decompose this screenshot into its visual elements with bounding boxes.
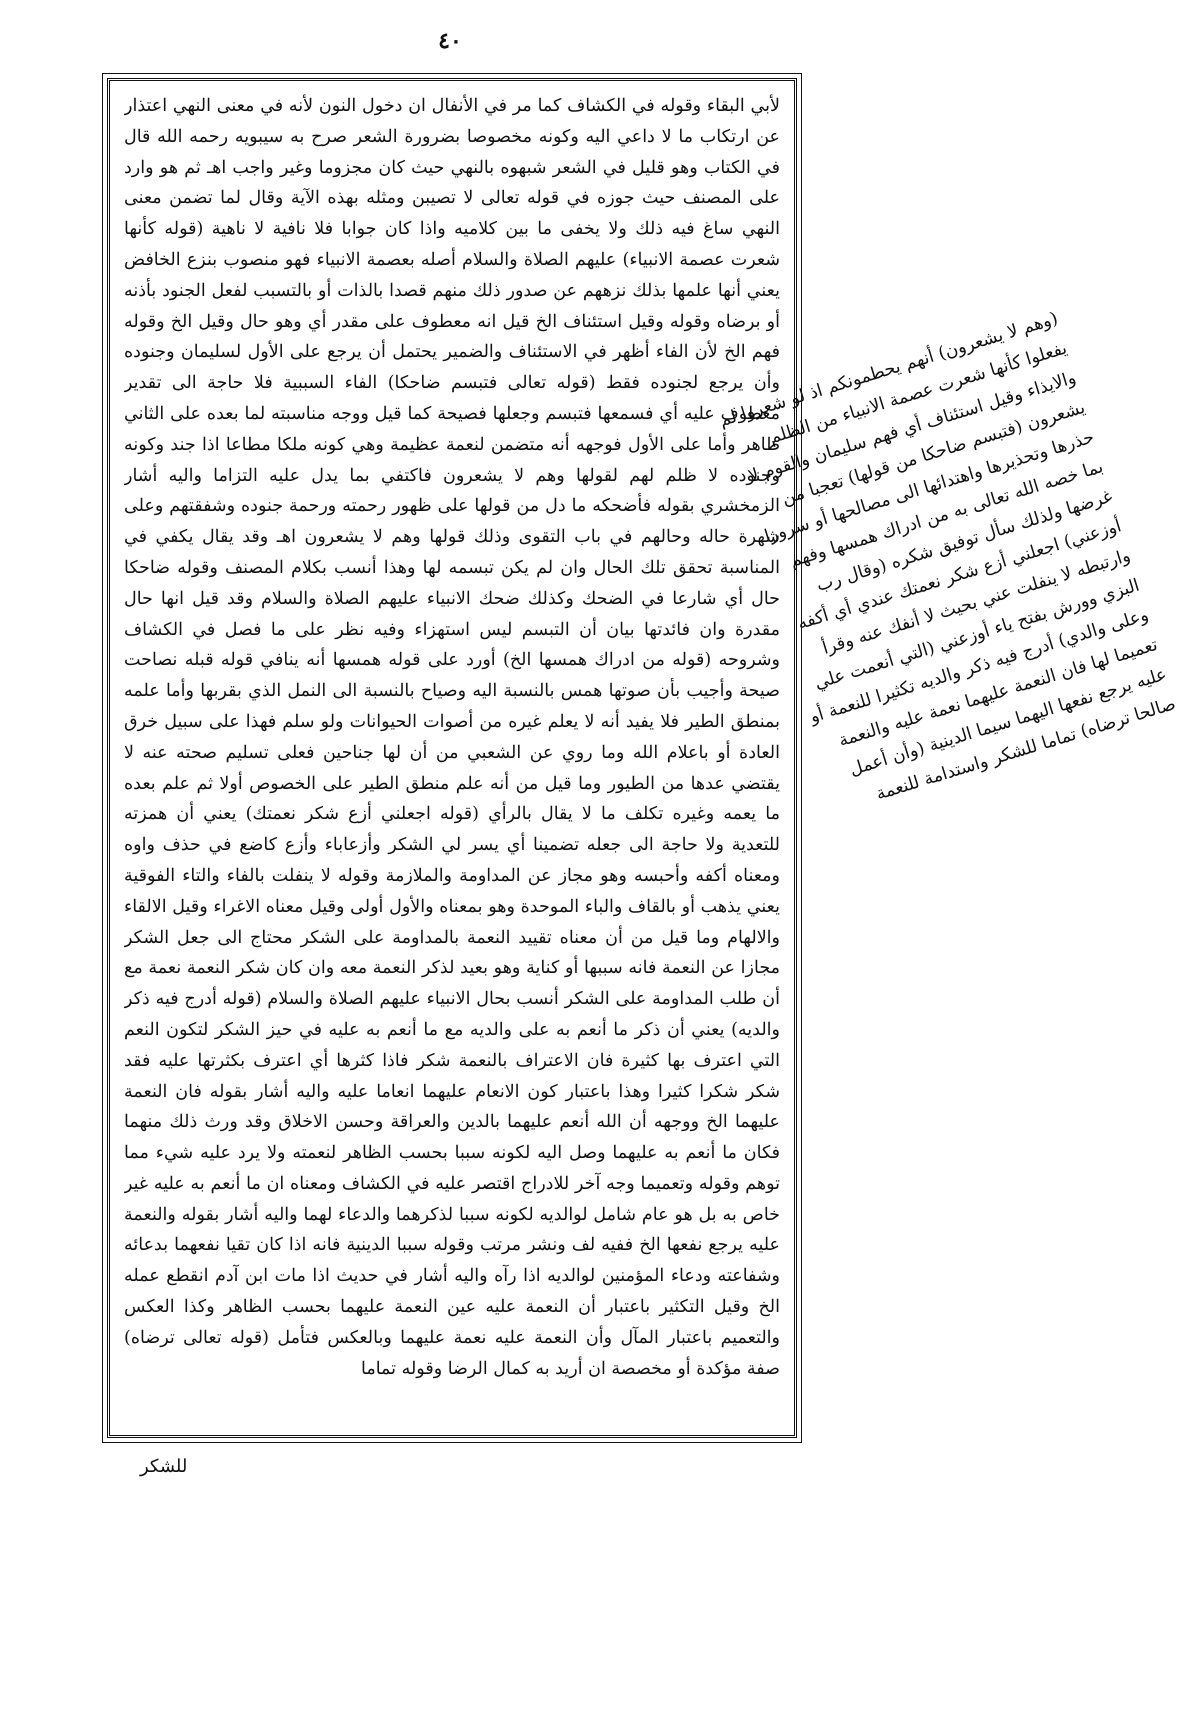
- main-commentary-text: [124, 91, 780, 1425]
- main-text-body: لأبي البقاء وقوله في الكشاف كما مر في الأنفال ان دخول النون لأنه في معنى النهي اعتذار عن ارتكاب ما لا داعي اليه وكونه مخصوصا بضرورة الشعر صرح به سيبويه رحمه الله قال في الكتاب وهو قليل في الشعر شبهوه بالنهي حيث كان مجزوما وغير واجب اهـ ثم هو وارد على المصنف حيث جوزه في قوله تعالى لا تصيبن ومثله بهذه الآية وقال لما تضمن معنى النهي ساغ فيه ذلك ولا يخفى ما بين كلاميه واذا كان جوابا فلا نافية لا ناهية (قوله كأنها شعرت عصمة الانبياء) عليهم الصلاة والسلام أصله بعصمة الانبياء فهو منصوب بنزع الخافض يعني أنها علمها بذلك نزههم عن صدور ذلك منهم قصدا بالذات أو بالتسبب لفعل الجنود بأذنه أو برضاه وقوله وقيل استئناف الخ قيل انه معطوف على مقدر أي وهو حال وقيل الخ وقوله فهم الخ لأن الفاء أظهر في الاستئناف والضمير يحتمل أن يرجع على الأول لسليمان وجنوده وأن يرجع لجنوده فقط (قوله تعالى فتبسم ضاحكا) الفاء السببية فلا حاجة الى تقدير معطوف عليه أي فسمعها فتبسم وجعلها فصيحة كما قيل ووجه مناسبته لما بعده على الثاني ظاهر وأما على الأول فوجهه أنه متضمن لنعمة عظيمة وهي كونه ملكا مطاعا اذا جند وكونه وجنوده لا ظلم لهم لقولها وهم لا يشعرون فاكتفي بما يدل عليه التزاما واليه أشار الزمخشري بقوله فأضحكه ما دل من قولها على ظهور رحمته ورحمة جنوده وشفقتهم وعلى شهرة حاله وحالهم في باب التقوى وذلك قولها وهم لا يشعرون اهـ وقد يقال يكفي في المناسبة تحقق تلك الحال وان لم يكن تبسمه لها وهذا أنسب بكلام المصنف وقوله ضاحكا حال أي شارعا في الضحك وكذلك ضحك الانبياء عليهم الصلاة والسلام وقد قيل انها حال مقدرة وان فائدتها بيان أن التبسم ليس استهزاء وفيه نظر على ما فصل في الكشاف وشروحه (قوله من ادراك همسها الخ) أورد على قوله همسها أنه ينافي قوله قبله نصاحت صيحة وأجيب بأن صوتها همس بالنسبة اليه وصياح بالنسبة الى النمل الذي بقربها وأما علمه بمنطق الطير فلا يفيد أنه لا يعلم غيره من أصوات الحيوانات ولو سلم فهذا على سبيل خرق العادة أو باعلام الله وما روي عن الشعبي من أن لها جناحين فعلى تسليم صحته عنه لا يقتضي عدها من الطيور وما قيل من أنه علم منطق الطير على الخصوص أولا ثم علم بعده ما يعمه وغيره تكلف ما لا يقال بالرأي (قوله اجعلني أزع شكر نعمتك) يعني أن همزته للتعدية ولا حاجة الى جعله تضمينا أي يسر لي الشكر وأزعاباء وأزع كاضع في حذف واوه ومعناه أكفه وأحبسه وهو مجاز عن المداومة والملازمة وقوله لا ينفلت بالفاء والتاء الفوقية يعني يذهب أو بالقاف والباء الموحدة وهو بمعناه والأول أولى وقيل معناه الاغراء وقيل الالقاء والالهام وما قيل من أن معناه تقييد النعمة بالمداومة على الشكر محتاج الى جعل الشكر مجازا عن النعمة فانه سببها أو كناية وهو بعيد لذكر النعمة معه وان كان شكر النعمة نعمة مع أن طلب المداومة على الشكر أنسب بحال الانبياء عليهم الصلاة والسلام (قوله أدرج فيه ذكر والديه) يعني أن ذكر ما أنعم به على والديه مع ما أنعم به عليه في حيز الشكر لتكون النعم التي اعترف بها كثيرة فان الاعتراف بالنعمة شكر فاذا كثرها أي اعترف بكثرتها عليه فقد شكر شكرا كثيرا وهذا باعتبار كون الانعام عليهما انعاما عليه واليه أشار بقوله فان النعمة عليهما الخ ووجهه أن الله أنعم عليهما بالدين والعراقة وحسن الاخلاق وقد ورث ذلك منهما فكان ما أنعم به عليهما وصل اليه لكونه سببا بحسب الظاهر لنعمته ولا يرد عليه شيء مما توهم وقوله وتعميما وجه آخر للادراج اقتصر عليه في الكشاف ومعناه ان ما أنعم به عليه غير خاص به بل هو عام شامل لوالديه لكونه سببا لذكرهما والدعاء لهما واليه أشار بقوله والنعمة عليه يرجع نفعها الخ ففيه لف ونشر مرتب وقوله سببا الدينية فانه اذا كان تقيا نفعهما بدعائه وشفاعته ودعاء المؤمنين لوالديه اذا رآه واليه أشار في حديث اذا مات ابن آدم انقطع عمله الخ وقيل التكثير باعتبار أن النعمة عليه عين النعمة عليهما بحسب الظاهر وكذا العكس والتعميم باعتبار المآل وأن النعمة عليه نعمة عليهما وبالعكس فتأمل (قوله تعالى ترضاه) صفة مؤكدة أو مخصصة ان أريد به كمال الرضا وقوله تماما: [124, 96, 780, 1379]
- margin-gloss-text: (وهم لا يشعرون) أنهم يحطمونكم اذ لو شعروا لم يفعلوا كأنها شعرت عصمة الانبياء من الظلم والايذاء وقيل استئناف أي فهم سليمان والقوم لا يشعرون (فتبسم ضاحكا من قولها) تعجبا من حذرها وتحذيرها واهتدائها الى مصالحها أو سرورا بما خصه الله تعالى به من ادراك همسها وفهم غرضها ولذلك سأل توفيق شكره (وقال رب أوزعني) اجعلني أزع شكر نعمتك عندي أي أكفه وارتبطه لا ينفلت عني بحيث لا أنفك عنه وقرأ البزي وورش بفتح ياء أوزعني (التي أنعمت علي وعلى والدي) أدرج فيه ذكر والديه تكثيرا للنعمة أو تعميما لها فان النعمة عليهما نعمة عليه والنعمة عليه يرجع نفعها اليهما سيما الدينية (وأن أعمل صالحا ترضاه) تماما للشكر واستدامة للنعمة: [717, 308, 1179, 805]
- catchword: للشكر: [140, 1456, 188, 1477]
- main-text-frame: [107, 78, 797, 1438]
- page-number: ٤٠: [438, 28, 462, 54]
